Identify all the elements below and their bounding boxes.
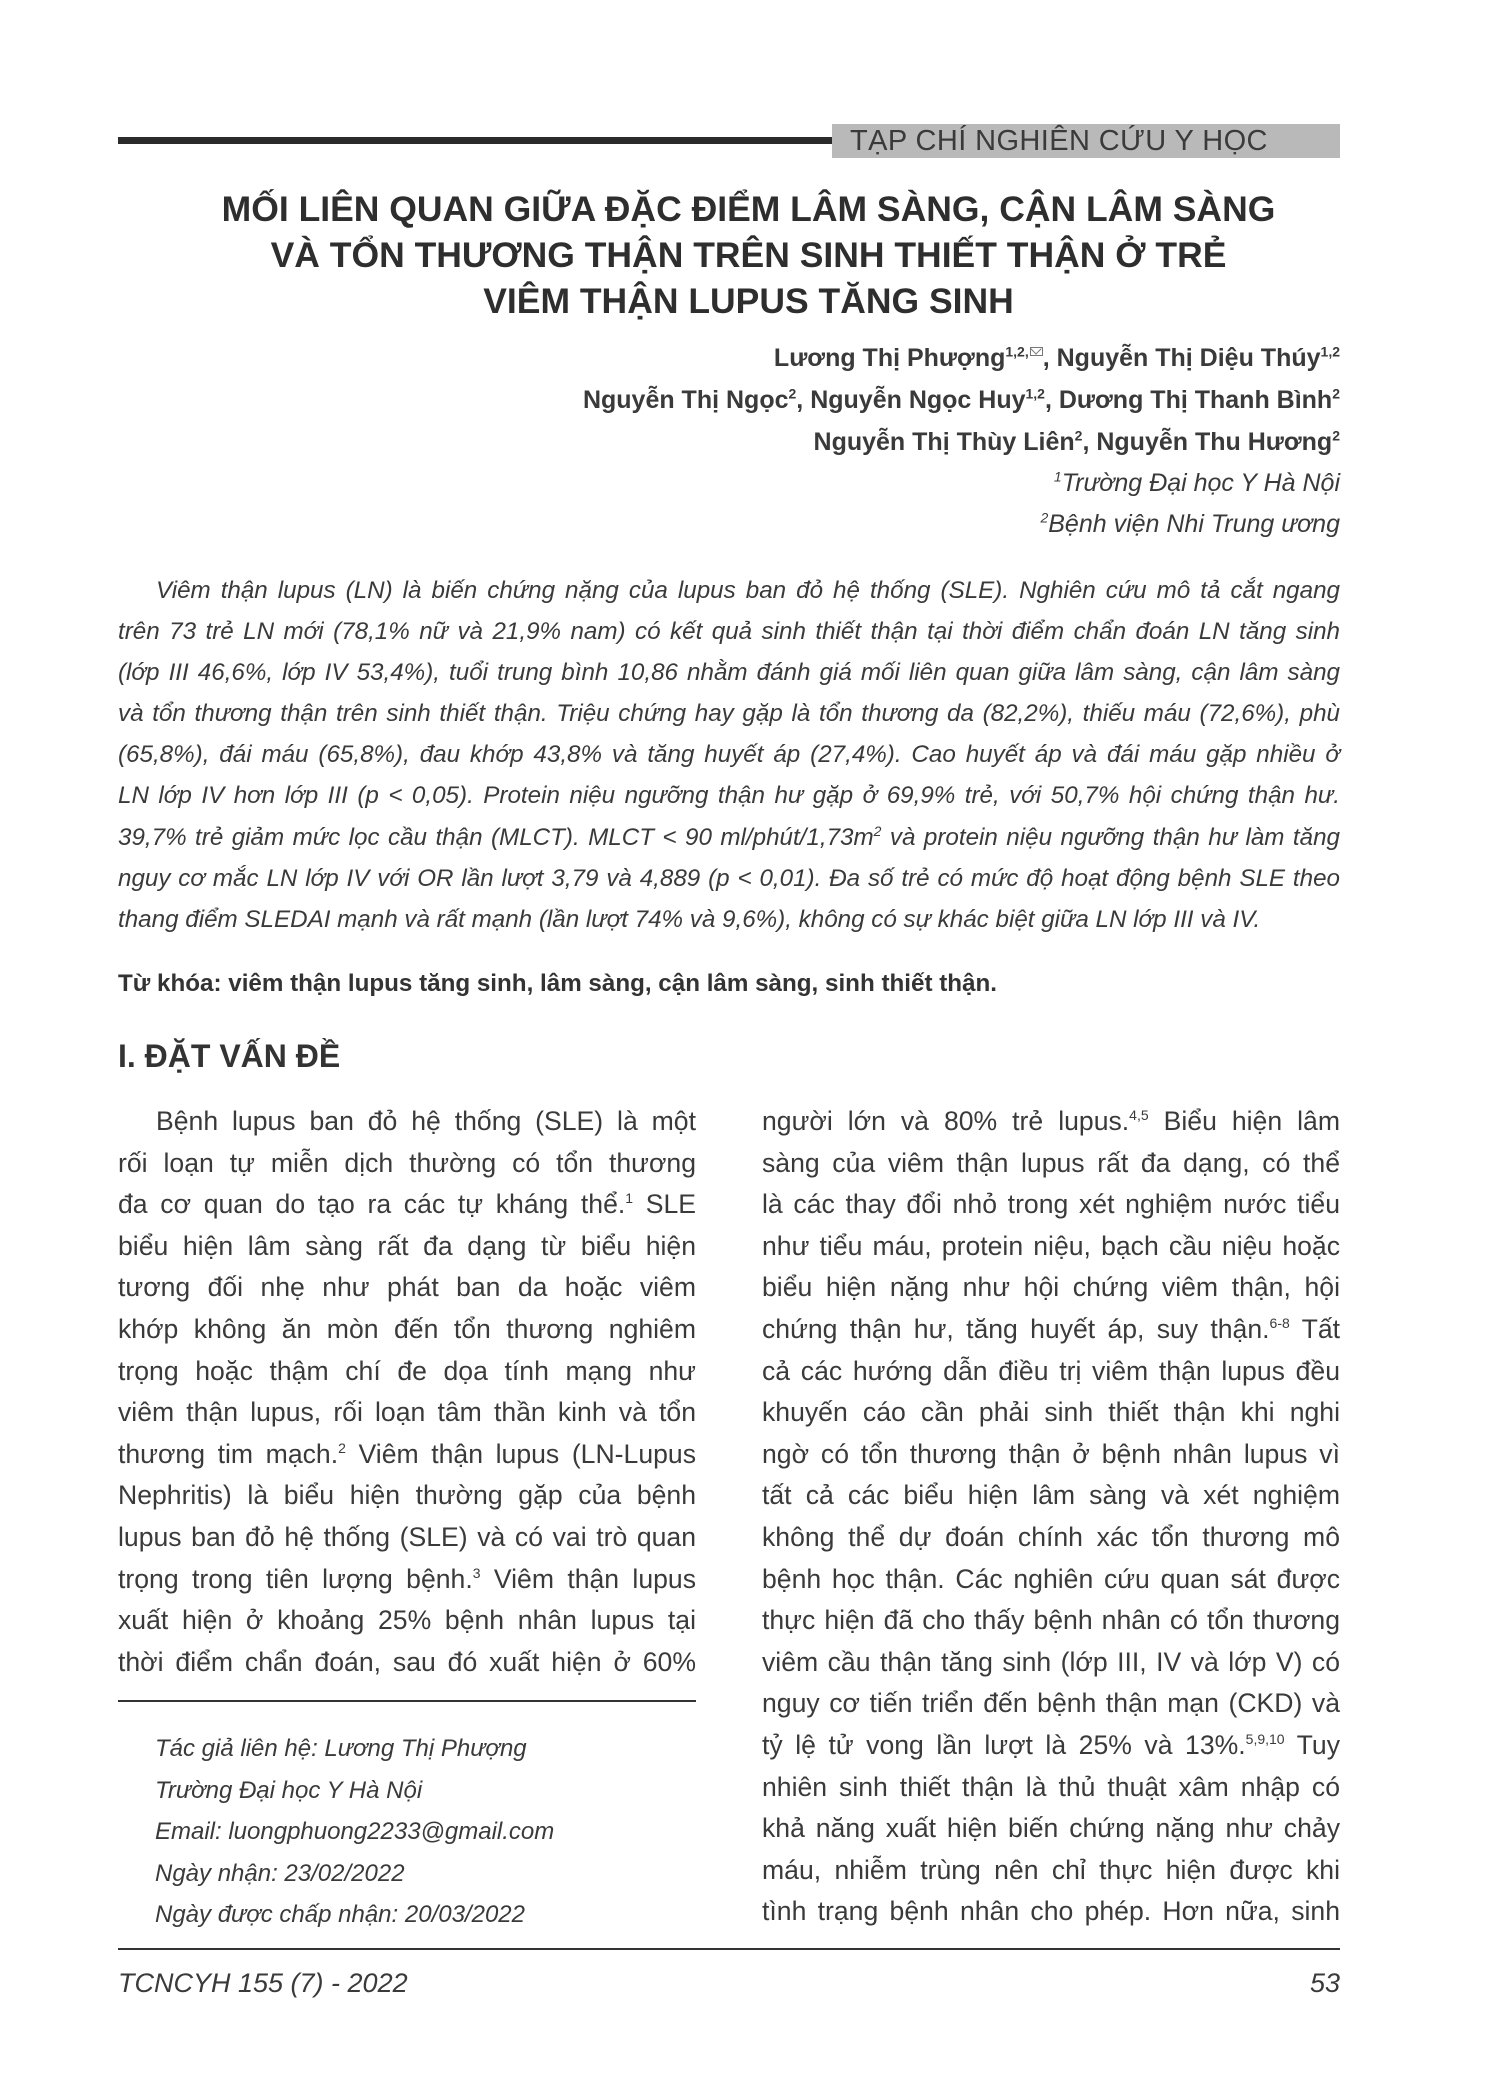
body-text: như tiểu máu, protein niệu, bạch cầu niệu hoặc xyxy=(762,1230,1340,1261)
body-text-line xyxy=(118,1559,696,1601)
body-text-line xyxy=(762,1767,1340,1809)
author-separator: , xyxy=(796,386,811,414)
keywords: Từ khóa: viêm thận lupus tăng sinh, lâm sàng, cận lâm sàng, sinh thiết thận. xyxy=(118,970,997,997)
affiliation-2 xyxy=(1040,510,1340,539)
body-text: khả năng xuất hiện biến chứng nặng như chảy xyxy=(762,1813,1340,1844)
body-text-line xyxy=(762,1267,1340,1309)
body-text-line xyxy=(762,1309,1340,1351)
body-text: tỷ lệ tử vong lần lượt là 25% và 13%. xyxy=(762,1729,1246,1760)
right-column xyxy=(762,1101,1340,1933)
body-text: biểu hiện nặng như hội chứng viêm thận, hội xyxy=(762,1272,1340,1303)
body-text-line xyxy=(762,1600,1340,1642)
body-text-line xyxy=(762,1517,1340,1559)
body-text: Tuy xyxy=(1284,1729,1340,1760)
abstract-line: Viêm thận lupus (LN) là biến chứng nặng của lupus ban đỏ hệ thống (SLE). Nghiên cứu mô tả cắt ngang xyxy=(156,577,1340,604)
affiliation-marker: 1 xyxy=(1053,468,1062,485)
citation-superscript: 2 xyxy=(338,1439,346,1456)
body-text-line xyxy=(762,1559,1340,1601)
body-text: Tất xyxy=(1289,1313,1340,1344)
body-text: nhiên sinh thiết thận là thủ thuật xâm nhập có xyxy=(762,1771,1340,1802)
section-heading: I. ĐẶT VẤN ĐỀ xyxy=(118,1038,341,1074)
body-text-line xyxy=(118,1475,696,1517)
author-affiliation-marker: 2 xyxy=(1332,385,1340,402)
author-name: Nguyễn Ngọc Huy xyxy=(810,386,1026,414)
body-text: bệnh học thận. Các nghiên cứu quan sát được xyxy=(762,1563,1340,1594)
author-separator: , xyxy=(1042,344,1057,372)
abstract-line: và tổn thương thận trên sinh thiết thận. Triệu chứng hay gặp là tổn thương da (82,2%), thiếu máu (72,6%), phù xyxy=(118,700,1340,728)
body-text-line xyxy=(762,1683,1340,1725)
journal-name: TẠP CHÍ NGHIÊN CỨU Y HỌC xyxy=(850,125,1268,157)
body-text-line xyxy=(118,1267,696,1309)
affiliation-name: Bệnh viện Nhi Trung ương xyxy=(1048,510,1340,538)
body-text-line xyxy=(762,1725,1340,1767)
author-affiliation-marker: 1,2 xyxy=(1320,343,1340,360)
body-text-line xyxy=(118,1351,696,1393)
body-text-line xyxy=(118,1517,696,1559)
body-text-line xyxy=(762,1434,1340,1476)
page-number: 53 xyxy=(1309,1968,1340,1998)
footer-journal-issue: TCNCYH 155 (7) - 2022 xyxy=(118,1968,408,1998)
body-text: Viêm thận lupus xyxy=(480,1563,697,1594)
author-name: Lương Thị Phượng xyxy=(773,344,1006,372)
body-text-line xyxy=(762,1184,1340,1226)
body-text: khuyến cáo cần phải sinh thiết thận khi nghi xyxy=(762,1397,1340,1428)
body-text-line xyxy=(762,1850,1340,1892)
abstract-text: và protein niệu ngưỡng thận hư làm tăng xyxy=(881,823,1340,851)
citation-superscript: 5,9,10 xyxy=(1245,1731,1285,1748)
body-text: viêm cầu thận tăng sinh (lớp III, IV và lớp V) có xyxy=(762,1646,1340,1677)
author-affiliation-marker: 2 xyxy=(1332,427,1340,444)
footnote-line: Email: luongphuong2233@gmail.com xyxy=(155,1818,555,1845)
abstract-line: (lớp III 46,6%, lớp IV 53,4%), tuổi trung bình 10,86 nhằm đánh giá mối liên quan giữa lâm sàng, cận lâm sàng xyxy=(118,659,1340,687)
body-text: máu, nhiễm trùng nên chỉ thực hiện được khi xyxy=(762,1854,1340,1885)
abstract-line: trên 73 trẻ LN mới (78,1% nữ và 21,9% nam) có kết quả sinh thiết thận tại thời điểm chẩn đoán LN tăng sinh xyxy=(118,618,1340,646)
body-text: chứng thận hư, tăng huyết áp, suy thận. xyxy=(762,1313,1270,1344)
article-title xyxy=(80,186,1417,324)
body-text-line xyxy=(118,1392,696,1434)
footnote-line: Ngày được chấp nhận: 20/03/2022 xyxy=(155,1901,525,1928)
body-text: sàng của viêm thận lupus rất đa dạng, có thể xyxy=(762,1147,1340,1178)
author-line-3 xyxy=(814,428,1340,457)
body-text: Nephritis) là biểu hiện thường gặp của bệnh xyxy=(118,1480,696,1511)
body-text: lupus ban đỏ hệ thống (SLE) và có vai trò quan xyxy=(118,1521,696,1552)
author-affiliation-marker: 1,2, xyxy=(1005,343,1029,360)
abstract-line xyxy=(118,817,1340,858)
title-line: VÀ TỔN THƯƠNG THẬN TRÊN SINH THIẾT THẬN Ở TRẺ xyxy=(270,235,1227,275)
body-text: Biểu hiện lâm xyxy=(1148,1106,1340,1136)
body-text: cả các hướng dẫn điều trị viêm thận lupus đều xyxy=(762,1355,1340,1386)
body-text-line xyxy=(762,1891,1340,1933)
body-text: tất cả các biểu hiện lâm sàng và xét nghiệm xyxy=(762,1480,1340,1511)
citation-superscript: 6-8 xyxy=(1269,1315,1290,1332)
author-affiliation-marker: 1,2 xyxy=(1025,385,1045,402)
envelope-icon xyxy=(1030,347,1043,356)
body-text: tình trạng bệnh nhân cho phép. Hơn nữa, sinh xyxy=(762,1896,1340,1927)
header-rule xyxy=(118,137,838,144)
body-text: không thể dự đoán chính xác tổn thương mô xyxy=(762,1521,1340,1552)
body-text-line xyxy=(118,1143,696,1185)
body-text: khớp không ăn mòn đến tổn thương nghiêm xyxy=(118,1313,696,1344)
body-text: thương tim mạch. xyxy=(118,1438,339,1469)
body-text-line xyxy=(762,1226,1340,1268)
citation-superscript: 1 xyxy=(625,1190,634,1207)
body-text: xuất hiện ở khoảng 25% bệnh nhân lupus tại xyxy=(118,1605,696,1636)
author-affiliation-marker: 2 xyxy=(1074,427,1083,444)
footnote-line: Ngày nhận: 23/02/2022 xyxy=(155,1859,405,1887)
author-name: Nguyễn Thu Hương xyxy=(1096,428,1333,456)
body-text-line xyxy=(118,1600,696,1642)
body-text: người lớn và 80% trẻ lupus. xyxy=(762,1106,1130,1136)
author-separator: , xyxy=(1044,386,1059,414)
body-text: thời điểm chẩn đoán, sau đó xuất hiện ở 60% xyxy=(118,1646,696,1677)
body-text: thực hiện đã cho thấy bệnh nhân có tổn thương xyxy=(762,1605,1340,1636)
body-text: đa cơ quan do tạo ra các tự kháng thể. xyxy=(118,1189,626,1220)
body-text-line xyxy=(118,1309,696,1351)
footer-rule xyxy=(118,1948,1340,1950)
author-name: Nguyễn Thị Diệu Thúy xyxy=(1056,344,1321,372)
body-text-line xyxy=(762,1642,1340,1684)
body-text: Bệnh lupus ban đỏ hệ thống (SLE) là một xyxy=(156,1106,696,1136)
body-text: nguy cơ tiến triển đến bệnh thận mạn (CKD) và xyxy=(762,1688,1340,1719)
body-text-line xyxy=(118,1434,696,1476)
citation-superscript: 3 xyxy=(472,1564,481,1581)
body-text: SLE xyxy=(633,1189,696,1220)
body-text-line xyxy=(762,1143,1340,1185)
body-text: là các thay đổi nhỏ trong xét nghiệm nước tiểu xyxy=(762,1189,1340,1220)
author-separator: , xyxy=(1082,428,1097,456)
affiliation-marker: 2 xyxy=(1040,509,1049,526)
author-name: Nguyễn Thị Thùy Liên xyxy=(813,428,1075,456)
body-text: viêm thận lupus, rối loạn tâm thần kinh và tổn xyxy=(118,1397,696,1428)
body-text: ngờ có tổn thương thận ở bệnh nhân lupus vì xyxy=(762,1438,1340,1469)
body-text: trọng hoặc thậm chí đe dọa tính mạng như xyxy=(118,1355,696,1386)
body-text-line xyxy=(762,1351,1340,1393)
body-text: trọng trong tiên lượng bệnh. xyxy=(118,1563,473,1594)
body-text: biểu hiện lâm sàng rất đa dạng từ biểu hiện xyxy=(118,1230,696,1261)
author-name: Nguyễn Thị Ngọc xyxy=(582,386,789,414)
affiliation-name: Trường Đại học Y Hà Nội xyxy=(1061,469,1340,497)
author-line-2 xyxy=(583,386,1340,415)
body-text-line xyxy=(118,1226,696,1268)
abstract-line: LN lớp IV hơn lớp III (p < 0,05). Protein niệu ngưỡng thận hư gặp ở 69,9% trẻ, với 50,7% hội chứng thận hư. xyxy=(118,782,1340,810)
body-text-line xyxy=(762,1101,1340,1143)
body-text: Viêm thận lupus (LN-Lupus xyxy=(345,1438,696,1469)
body-text: tương đối nhẹ như phát ban da hoặc viêm xyxy=(118,1272,696,1303)
footnote-line: Trường Đại học Y Hà Nội xyxy=(155,1776,423,1804)
author-affiliation-marker: 2 xyxy=(788,385,797,402)
body-text-line xyxy=(118,1642,696,1684)
abstract-line: nguy cơ mắc LN lớp IV với OR lần lượt 3,79 và 4,889 (p < 0,01). Đa số trẻ có mức độ hoạt động bệnh SLE theo xyxy=(118,864,1340,892)
footnote-line: Tác giả liên hệ: Lương Thị Phượng xyxy=(155,1735,527,1762)
correspondence-footnote xyxy=(155,1728,554,1936)
body-text-line xyxy=(118,1184,696,1226)
abstract-superscript: 2 xyxy=(873,822,882,839)
author-name: Dương Thị Thanh Bình xyxy=(1058,386,1333,414)
abstract-line: (65,8%), đái máu (65,8%), đau khớp 43,8% và tăng huyết áp (27,4%). Cao huyết áp và đái máu gặp nhiều ở xyxy=(118,741,1340,769)
body-text-line xyxy=(762,1808,1340,1850)
title-line: VIÊM THẬN LUPUS TĂNG SINH xyxy=(483,281,1014,321)
footnote-rule xyxy=(118,1700,696,1702)
title-line: MỐI LIÊN QUAN GIỮA ĐẶC ĐIỂM LÂM SÀNG, CẬN LÂM SÀNG xyxy=(221,189,1276,229)
abstract-line: thang điểm SLEDAI mạnh và rất mạnh (lần lượt 74% và 9,6%), không có sự khác biệt giữa LN lớp III và IV. xyxy=(118,905,1261,933)
body-text-line xyxy=(762,1392,1340,1434)
body-text-line xyxy=(118,1101,696,1143)
abstract-text: 39,7% trẻ giảm mức lọc cầu thận (MLCT). MLCT < 90 ml/phút/1,73m xyxy=(118,823,874,851)
left-column xyxy=(118,1101,696,1683)
affiliation-1 xyxy=(1054,469,1340,498)
body-text-line xyxy=(762,1475,1340,1517)
body-text: rối loạn tự miễn dịch thường có tổn thương xyxy=(118,1147,696,1178)
abstract xyxy=(118,570,1340,940)
author-line-1 xyxy=(774,344,1340,373)
citation-superscript: 4,5 xyxy=(1129,1107,1149,1124)
